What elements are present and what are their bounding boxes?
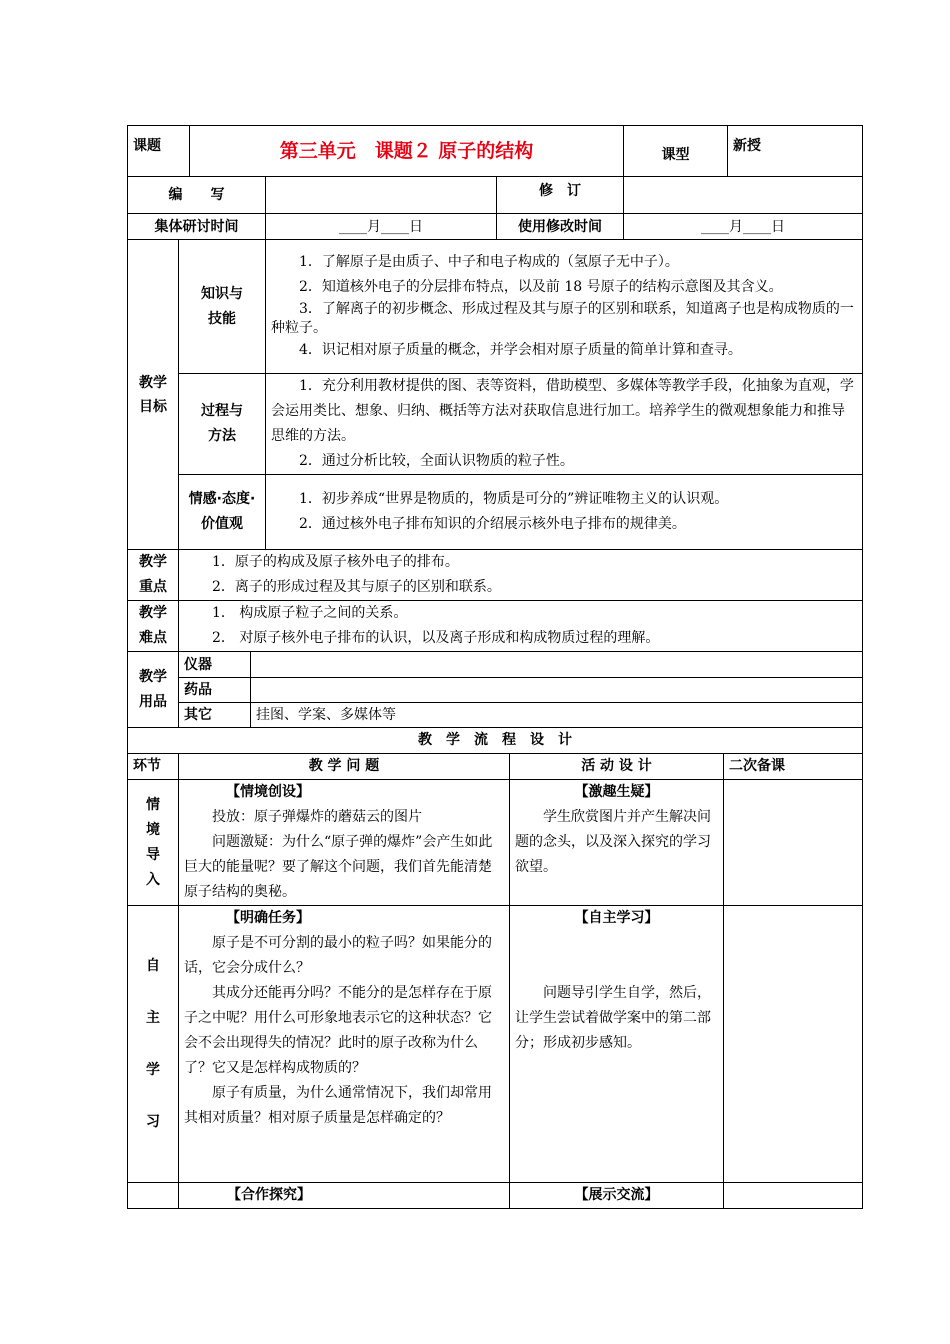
keypoints-items <box>179 550 863 601</box>
col-activity: 活 动 设 计 <box>510 754 724 780</box>
goal-group-label-text: 情感·态度·价值观 <box>188 491 256 532</box>
kexing-value: 新授 <box>728 126 863 177</box>
flow-title: 教 学 流 程 设 计 <box>128 728 863 754</box>
activity-text: 问题导引学生自学，然后，让学生尝试着做学案中的第二部分；形成初步感知。 <box>515 985 711 1051</box>
keypoint-item: 2．离子的形成过程及其与原子的区别和联系。 <box>212 579 501 595</box>
goals-label-text: 教学目标 <box>139 374 167 415</box>
goal-group-label-text: 过程与方法 <box>201 403 243 444</box>
activity-text: 学生欣赏图片并产生解决问题的念头，以及深入探究的学习欲望。 <box>515 809 711 875</box>
goal-item: 2．通过核外电子排布知识的介绍展示核外电子排布的规律美。 <box>299 516 686 532</box>
page-title: 第三单元 课题２ 原子的结构 <box>190 126 624 177</box>
lesson-plan <box>127 125 862 1209</box>
shiyong-value: ____月____日 <box>624 214 863 240</box>
keti-label: 课题 <box>128 126 190 177</box>
problem-text: 原子有质量，为什么通常情况下，我们却常用其相对质量？相对原子质量是怎样确定的？ <box>184 1085 492 1126</box>
section-problem <box>179 906 510 1183</box>
goal-group-items <box>266 374 863 475</box>
goal-item: 2．通过分析比较，全面认识物质的粒子性。 <box>299 453 574 469</box>
goal-group-label <box>179 475 266 550</box>
header-table <box>127 125 863 240</box>
material-value <box>251 652 863 678</box>
jiti-label: 集体研讨时间 <box>128 214 266 240</box>
goal-item: 1．初步养成“世界是物质的，物质是可分的”辨证唯物主义的认识观。 <box>299 491 729 507</box>
goal-group-items <box>266 475 863 550</box>
xiuding-value <box>624 177 863 214</box>
section-name-text: 情境导入 <box>146 796 160 888</box>
goal-item: 2．知道核外电子的分层排布特点，以及前 18 号原子的结构示意图及其含义。 <box>299 279 783 295</box>
xiuding-label: 修 订 <box>497 177 624 214</box>
difficulty-item: 2． 对原子核外电子排布的认识，以及离子形成和构成物质过程的理解。 <box>212 630 660 646</box>
difficulty-item: 1． 构成原子粒子之间的关系。 <box>212 605 408 621</box>
goals-label <box>128 240 179 550</box>
materials-label <box>128 652 179 728</box>
keypoints-label <box>128 550 179 601</box>
materials-label-text: 教学用品 <box>139 668 167 710</box>
material-value: 挂图、学案、多媒体等 <box>251 703 863 728</box>
material-name: 其它 <box>179 703 251 728</box>
bianxie-label: 编 写 <box>128 177 266 214</box>
flow-table <box>127 727 863 1209</box>
difficulties-label-text: 教学难点 <box>139 605 167 646</box>
material-name: 药品 <box>179 678 251 703</box>
goal-group-label <box>179 374 266 475</box>
kexing-label: 课型 <box>624 126 728 177</box>
problem-text: 其成分还能再分吗？不能分的是怎样存在于原子之中呢？用什么可形象地表示它的这种状态？它会不会出现得失的情况？此时的原子改称为什么了？它又是怎样构成物质的？ <box>184 985 492 1076</box>
section-notes <box>724 906 863 1183</box>
material-value <box>251 678 863 703</box>
jiti-value: ____月____日 <box>266 214 497 240</box>
col-problem: 教 学 问 题 <box>179 754 510 780</box>
section-activity <box>510 780 724 906</box>
keypoints-label-text: 教学重点 <box>139 554 167 595</box>
goals-table <box>127 239 863 652</box>
problem-text: 投放：原子弹爆炸的蘑菇云的图片 <box>212 809 422 825</box>
col-notes: 二次备课 <box>724 754 863 780</box>
section-notes <box>724 1183 863 1209</box>
problem-head: 【合作探究】 <box>179 1183 510 1209</box>
activity-head: 【自主学习】 <box>574 910 659 926</box>
activity-head: 【展示交流】 <box>510 1183 724 1209</box>
goal-group-items <box>266 240 863 374</box>
materials-table <box>127 651 863 728</box>
problem-head: 【情境创设】 <box>226 784 310 800</box>
difficulties-label <box>128 601 179 652</box>
section-notes <box>724 780 863 906</box>
shiyong-label: 使用修改时间 <box>497 214 624 240</box>
section-problem <box>179 780 510 906</box>
section-activity <box>510 906 724 1183</box>
activity-head: 【激趣生疑】 <box>574 784 659 800</box>
goal-item: 3．了解离子的初步概念、形成过程及其与原子的区别和联系，知道离子也是构成物质的一种粒子。 <box>271 301 854 336</box>
difficulties-items <box>179 601 863 652</box>
bianxie-value <box>266 177 497 214</box>
section-name <box>128 1183 179 1209</box>
section-name-text: 自主学习 <box>146 958 160 1130</box>
material-name: 仪器 <box>179 652 251 678</box>
keypoint-item: 1．原子的构成及原子核外电子的排布。 <box>212 554 459 570</box>
goal-item: 1．充分利用教材提供的图、表等资料，借助模型、多媒体等教学手段，化抽象为直观，学会运用类比、想象、归纳、概括等方法对获取信息进行加工。培养学生的微观想象能力和推导思维的方法。 <box>271 378 854 444</box>
col-section: 环节 <box>128 754 179 780</box>
goal-item: 1．了解原子是由质子、中子和电子构成的（氢原子无中子）。 <box>299 254 679 270</box>
problem-text: 原子是不可分割的最小的粒子吗？如果能分的话，它会分成什么？ <box>184 935 492 976</box>
section-name <box>128 906 179 1183</box>
goal-group-label <box>179 240 266 374</box>
problem-text: 问题激疑：为什么“原子弹的爆炸”会产生如此巨大的能量呢？要了解这个问题，我们首先能清楚原子结构的奥秘。 <box>184 834 493 900</box>
problem-head: 【明确任务】 <box>226 910 310 926</box>
section-name <box>128 780 179 906</box>
goal-item: 4．识记相对原子质量的概念，并学会相对原子质量的简单计算和查寻。 <box>299 342 742 358</box>
goal-group-label-text: 知识与技能 <box>201 285 243 327</box>
